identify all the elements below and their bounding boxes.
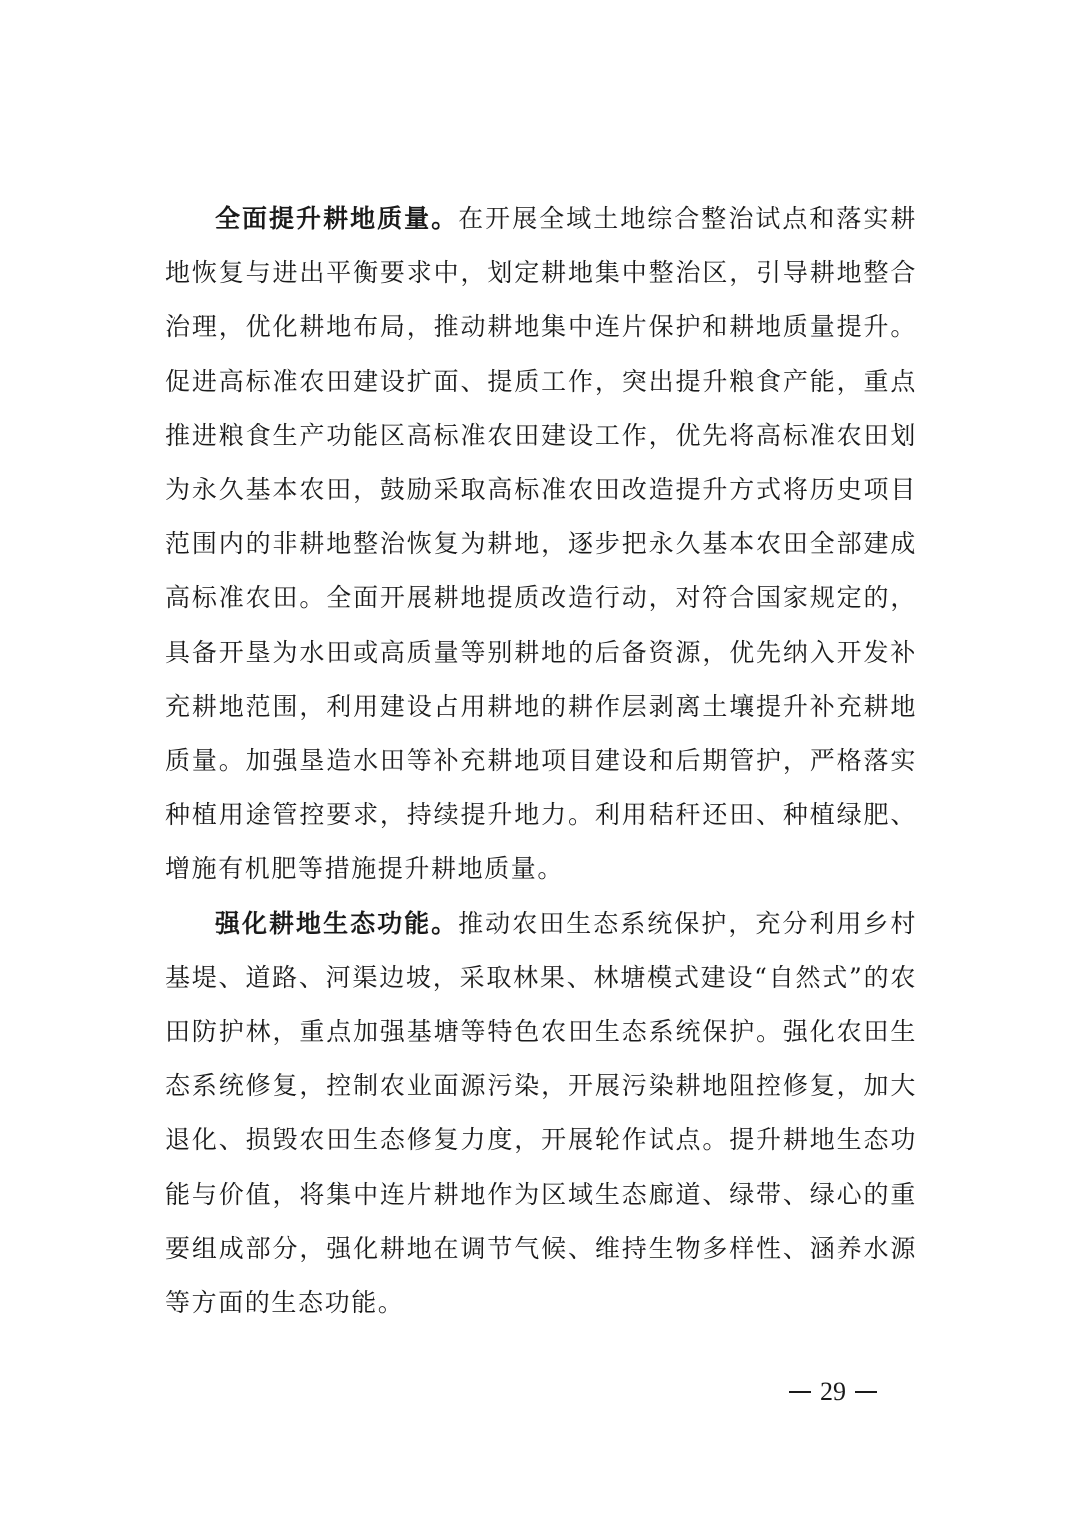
page-footer xyxy=(780,1370,900,1410)
paragraph-cultivated-land-quality xyxy=(165,192,917,897)
page-number-dash-right xyxy=(855,1391,877,1393)
page-number: 29 xyxy=(820,1377,846,1407)
paragraph-body: 推动农田生态系统保护，充分利用乡村基堤、道路、河渠边坡，采取林果、林塘模式建设“自然式”的农田防护林，重点加强基塘等特色农田生态系统保护。强化农田生态系统修复，控制农业面源污染，开展污染耕地阻控修复，加大退化、损毁农田生态修复力度，开展轮作试点。提升耕地生态功能与价值，将集中连片耕地作为区域生态廊道、绿带、绿心的重要组成部分，强化耕地在调节气候、维持生物多样性、涵养水源等方面的生态功能。 xyxy=(165,908,918,1318)
paragraph-ecological-function xyxy=(165,897,917,1331)
body-text xyxy=(165,192,917,1330)
page-number-dash-left xyxy=(789,1391,811,1393)
paragraph-lead-heading: 全面提升耕地质量。 xyxy=(215,204,459,233)
paragraph-lead-heading: 强化耕地生态功能。 xyxy=(215,908,459,938)
paragraph-body: 在开展全域土地综合整治试点和落实耕地恢复与进出平衡要求中，划定耕地集中整治区，引导耕地整合治理，优化耕地布局，推动耕地集中连片保护和耕地质量提升。促进高标准农田建设扩面、提质工作，突出提升粮食产能，重点推进粮食生产功能区高标准农田建设工作，优先将高标准农田划为永久基本农田，鼓励采取高标准农田改造提升方式将历史项目范围内的非耕地整治恢复为耕地，逐步把永久基本农田全部建成高标准农田。全面开展耕地提质改造行动，对符合国家规定的，具备开垦为水田或高质量等别耕地的后备资源，优先纳入开发补充耕地范围，利用建设占用耕地的耕作层剥离土壤提升补充耕地质量。加强垦造水田等补充耕地项目建设和后期管护，严格落实种植用途管控要求，持续提升地力。利用秸秆还田、种植绿肥、增施有机肥等措施提升耕地质量。 xyxy=(165,204,918,884)
